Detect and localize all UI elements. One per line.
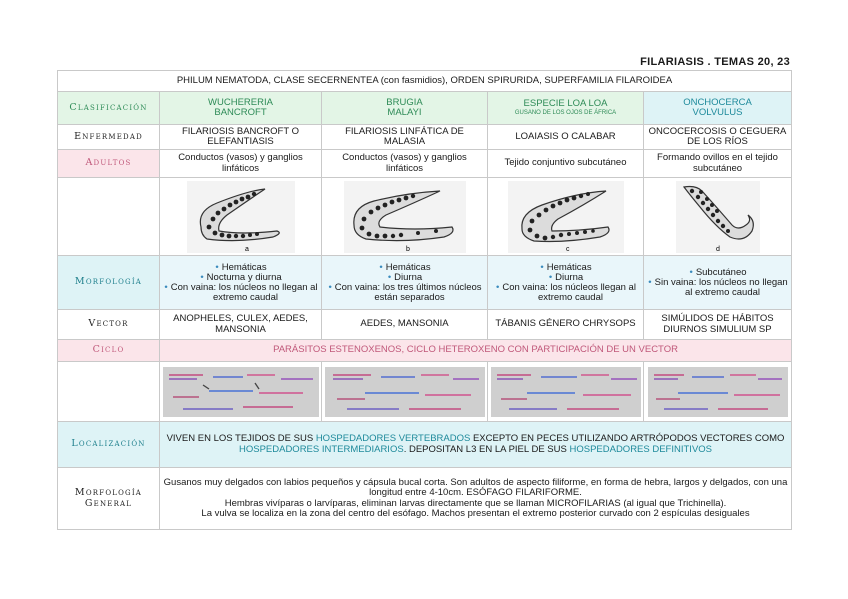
morfologia-loa-loa [488, 256, 644, 310]
ciclo-row [58, 340, 792, 362]
illustration-row [58, 178, 792, 256]
illustration-label-a: a [244, 245, 249, 253]
vector-row [58, 310, 792, 340]
localizacion-row [58, 422, 792, 468]
list-item: • Hemáticas [491, 263, 640, 273]
label-adultos: Adultos [58, 150, 160, 178]
life-cycle-sketch-3 [491, 367, 641, 417]
morfologia-general-row [58, 468, 792, 530]
list-item: • Diurna [491, 273, 640, 283]
list-item: • Con vaina: los tres últimos núcleos están separados [325, 283, 484, 303]
label-morfologia: Morfología [58, 256, 160, 310]
illustration-cell-b [322, 178, 488, 256]
illustration-cell-a [160, 178, 322, 256]
enfermedad-loa-loa: LOAIASIS O CALABAR [488, 125, 644, 150]
enfermedad-row [58, 125, 792, 150]
species-name-brugia: BRUGIA MALAYI [322, 92, 488, 125]
label-ciclo: Ciclo [58, 340, 160, 362]
label-vector: Vector [58, 310, 160, 340]
illustration-label-c: c [565, 245, 569, 253]
cycle-images-row [58, 362, 792, 422]
species-name-loa-loa: ESPECIE LOA LOA GUSANO DE LOS OJOS DE ÁFRICA [488, 92, 644, 125]
adultos-wuchereria: Conductos (vasos) y ganglios linfáticos [160, 150, 322, 178]
morfologia-onchocerca [644, 256, 792, 310]
list-item: • Hemáticas [163, 263, 318, 273]
cycle-cell-3 [488, 362, 644, 422]
adultos-loa-loa: Tejido conjuntivo subcutáneo [488, 150, 644, 178]
microfilaria-d-illustration [676, 181, 760, 253]
phylum-row [58, 71, 792, 92]
species-name-wuchereria: WUCHERERIA BANCROFT [160, 92, 322, 125]
illustration-label-b: b [405, 245, 410, 253]
illustration-label-empty [58, 178, 160, 256]
label-enfermedad: Enfermedad [58, 125, 160, 150]
list-item: • Hemáticas [325, 263, 484, 273]
microfilaria-c-illustration [508, 181, 624, 253]
phylum-line: PHILUM NEMATODA, CLASE SECERNENTEA (con fasmidios), ORDEN SPIRURIDA, SUPERFAMILIA FILAROIDEA [58, 71, 792, 92]
list-item: • Con vaina: los núcleos no llegan al extremo caudal [163, 283, 318, 303]
life-cycle-sketch-4 [648, 367, 788, 417]
illustration-cell-d [644, 178, 792, 256]
cycle-cell-1 [160, 362, 322, 422]
document-title: FILARIASIS . TEMAS 20, 23 [640, 56, 790, 68]
vector-onchocerca: SIMÚLIDOS DE HÁBITOS DIURNOS SIMULIUM SP [644, 310, 792, 340]
adultos-onchocerca: Formando ovillos en el tejido subcutáneo [644, 150, 792, 178]
label-localizacion: Localización [58, 422, 160, 468]
label-clasificacion: Clasificación [58, 92, 160, 125]
localizacion-text: VIVEN EN LOS TEJIDOS DE SUS HOSPEDADORES VERTEBRADOS EXCEPTO EN PECES UTILIZANDO ARTRÓPODOS VECTORES COMO HOSPEDADORES INTERMEDIARIOS. DEPOSITAN L3 EN LA PIEL DE SUS HOSPEDADORES DEFINITIVOS [160, 422, 792, 468]
microfilaria-a-illustration [187, 181, 295, 253]
ciclo-text: PARÁSITOS ESTENOXENOS, CICLO HETEROXENO CON PARTICIPACIÓN DE UN VECTOR [160, 340, 792, 362]
label-morfologia-general: Morfología General [58, 468, 160, 530]
morfologia-brugia [322, 256, 488, 310]
cycle-label-empty [58, 362, 160, 422]
morfologia-general-text: Gusanos muy delgados con labios pequeños y cápsula bucal corta. Son adultos de aspecto filiforme, en forma de hebra, largos y delgados, con una longitud entre 4-10cm. ESÓFAGO FILARIFORME. Hembras vivíparas o larvíparas, eliminan larvas directamente que se llaman MICROFILARIAS (al igual que Trichinella). La vulva se localiza en la zona del centro del esófago. Machos presentan el extremo posterior curvado con 2 espículas desiguales [160, 468, 792, 530]
cycle-cell-2 [322, 362, 488, 422]
filariasis-table [57, 70, 792, 530]
list-item: • Diurna [325, 273, 484, 283]
clasificacion-row [58, 92, 792, 125]
list-item: • Sin vaina: los núcleos no llegan al extremo caudal [647, 278, 788, 298]
adultos-brugia: Conductos (vasos) y ganglios linfáticos [322, 150, 488, 178]
vector-loa-loa: TÁBANIS GÉNERO CHRYSOPS [488, 310, 644, 340]
species-name-onchocerca: ONCHOCERCA VOLVULUS [644, 92, 792, 125]
list-item: • Nocturna y diurna [163, 273, 318, 283]
vector-wuchereria: ANOPHELES, CULEX, AEDES, MANSONIA [160, 310, 322, 340]
enfermedad-brugia: FILARIOSIS LINFÁTICA DE MALASIA [322, 125, 488, 150]
list-item: • Subcutáneo [647, 268, 788, 278]
list-item: • Con vaina: los núcleos llegan al extremo caudal [491, 283, 640, 303]
enfermedad-wuchereria: FILARIOSIS BANCROFT O ELEFANTIASIS [160, 125, 322, 150]
cycle-cell-4 [644, 362, 792, 422]
illustration-label-d: d [715, 245, 720, 253]
life-cycle-sketch-2 [325, 367, 485, 417]
vector-brugia: AEDES, MANSONIA [322, 310, 488, 340]
species-subtitle-loa-loa: GUSANO DE LOS OJOS DE ÁFRICA [514, 109, 617, 116]
morfologia-row [58, 256, 792, 310]
adultos-row [58, 150, 792, 178]
illustration-cell-c [488, 178, 644, 256]
life-cycle-sketch-1 [163, 367, 319, 417]
enfermedad-onchocerca: ONCOCERCOSIS O CEGUERA DE LOS RÍOS [644, 125, 792, 150]
morfologia-wuchereria [160, 256, 322, 310]
microfilaria-b-illustration [344, 181, 466, 253]
